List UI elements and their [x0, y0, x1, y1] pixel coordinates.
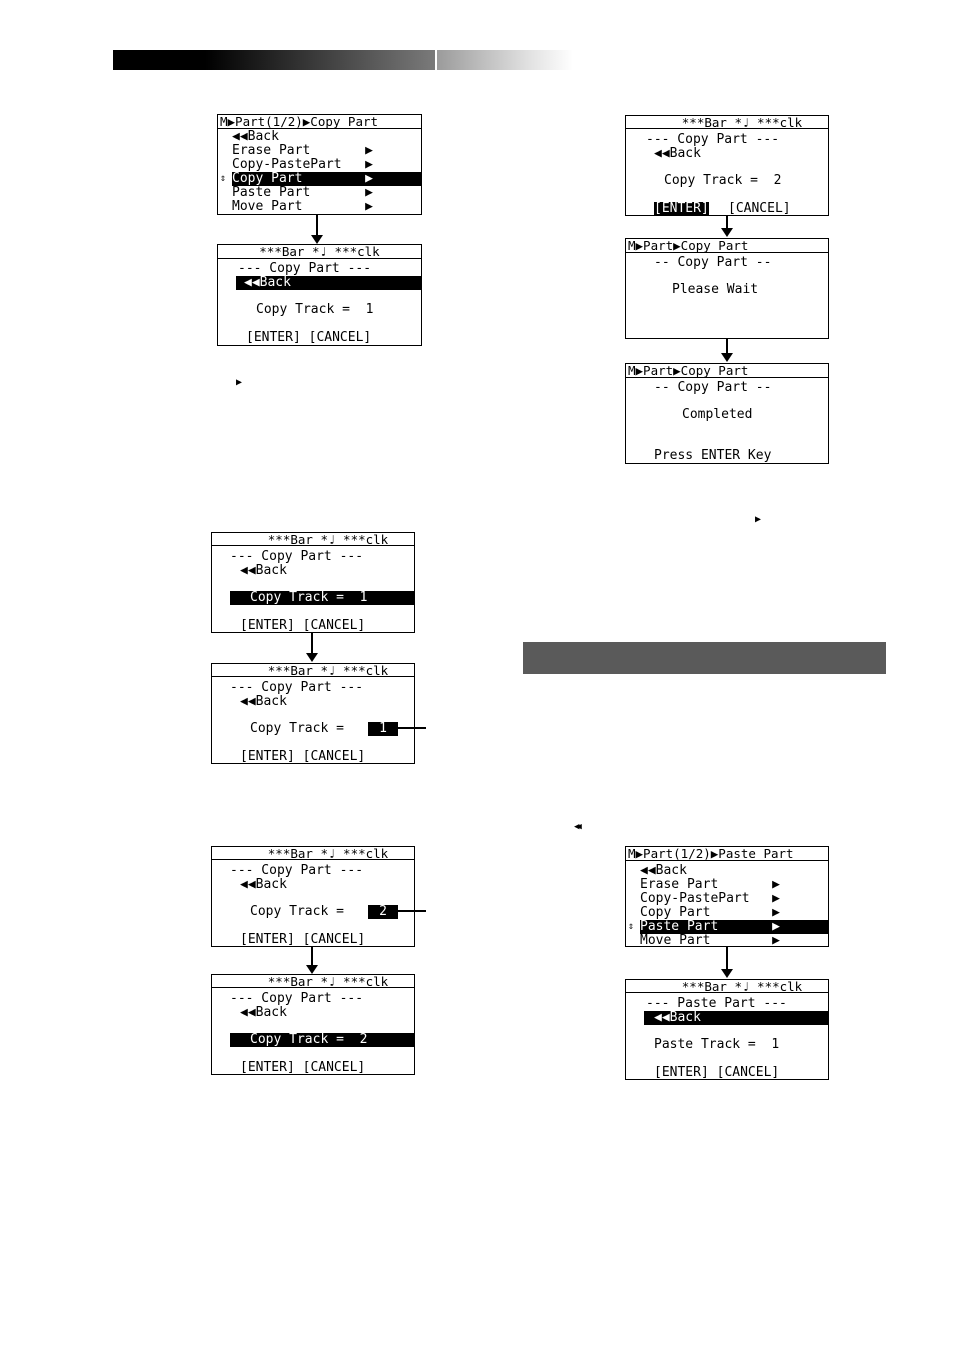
- submenu-arrow-icon: ▶: [365, 185, 373, 200]
- menu-item-copy-part: Copy Part ▶: [640, 905, 780, 920]
- lcd-header: ***Bar *♩ ***clk: [218, 245, 421, 259]
- menu-item-copy-paste-part: Copy-PastePart ▶: [640, 891, 780, 906]
- submenu-arrow-icon: ▶: [365, 171, 373, 186]
- section-heading-bar: [523, 642, 886, 674]
- flow-arrow: [311, 633, 313, 655]
- lcd-footer: [ENTER] [CANCEL]: [240, 618, 366, 633]
- lcd-track-value: 2: [368, 905, 398, 919]
- lcd-footer: [ENTER] [CANCEL]: [240, 749, 366, 764]
- lcd-header: ***Bar *♩ ***clk: [626, 116, 828, 129]
- menu-item-move-part: Move Part ▶: [640, 933, 780, 947]
- callout-line: [398, 727, 426, 729]
- lcd-copy-track-set-2: [211, 974, 415, 1075]
- lcd-track-line: Copy Track = 2: [664, 173, 782, 188]
- lcd-title: --- Paste Part ---: [646, 996, 787, 1011]
- lcd-header: ***Bar *♩ ***clk: [212, 975, 414, 988]
- lcd-track-value: 1: [368, 722, 398, 736]
- lcd-copy-track-editing-1: [211, 663, 415, 764]
- submenu-arrow-icon: ▶: [365, 143, 373, 158]
- lcd-header: ***Bar *♩ ***clk: [212, 664, 414, 677]
- right-triangle-icon: ▶: [755, 514, 762, 525]
- submenu-arrow-icon: ▶: [772, 891, 780, 906]
- lcd-paste-part-back-selected: [625, 979, 829, 1080]
- lcd-title: --- Copy Part ---: [230, 680, 364, 695]
- lcd-title: --- Copy Part ---: [230, 863, 364, 878]
- lcd-track-line: Copy Track = 1: [230, 591, 414, 605]
- lcd-title: -- Copy Part --: [654, 255, 772, 270]
- lcd-header: ***Bar *♩ ***clk: [626, 980, 828, 993]
- menu-item-back: ◀◀Back: [232, 129, 279, 144]
- lcd-part-menu-paste: [625, 846, 829, 947]
- flow-arrow: [316, 215, 318, 237]
- lcd-footer: [ENTER] [CANCEL]: [240, 932, 366, 947]
- lcd-header: M▶Part(1/2)▶Paste Part: [626, 847, 828, 861]
- lcd-title: -- Copy Part --: [654, 380, 772, 395]
- lcd-back-item: ◀◀Back: [240, 694, 287, 709]
- lcd-header: M▶Part(1/2)▶Copy Part: [218, 115, 421, 129]
- menu-item-erase-part: Erase Part ▶: [232, 143, 373, 158]
- lcd-back-item: ◀◀Back: [240, 563, 287, 578]
- lcd-footer: [ENTER] [CANCEL]: [246, 330, 372, 345]
- submenu-arrow-icon: ▶: [365, 199, 373, 214]
- flow-arrow: [726, 339, 728, 355]
- submenu-arrow-icon: ▶: [772, 933, 780, 947]
- lcd-header: M▶Part▶Copy Part: [626, 239, 828, 253]
- submenu-arrow-icon: ▶: [365, 157, 373, 172]
- menu-item-paste-part: Paste Part ▶: [640, 920, 828, 934]
- lcd-footer: [ENTER] [CANCEL]: [654, 1065, 780, 1080]
- lcd-track-line: Copy Track = 2: [230, 1033, 414, 1047]
- lcd-completed: [625, 363, 829, 464]
- lcd-message: Please Wait: [672, 282, 759, 297]
- lcd-footer: Press ENTER Key: [654, 448, 772, 463]
- header-gradient-bar: [113, 50, 573, 70]
- right-triangle-icon: ▶: [236, 377, 243, 388]
- up-down-icon: ⇕: [628, 921, 635, 932]
- lcd-footer-enter: [ENTER]: [654, 201, 709, 216]
- lcd-copy-track-highlighted: [211, 532, 415, 633]
- lcd-track-label: Copy Track =: [250, 904, 344, 919]
- menu-item-paste-part: Paste Part ▶: [232, 185, 373, 200]
- submenu-arrow-icon: ▶: [772, 905, 780, 920]
- flow-arrow: [726, 216, 728, 230]
- menu-item-back: ◀◀Back: [640, 863, 687, 878]
- lcd-title: --- Copy Part ---: [230, 549, 364, 564]
- lcd-header: ***Bar *♩ ***clk: [212, 847, 414, 860]
- lcd-back-item: ◀◀Back: [240, 1005, 287, 1020]
- menu-item-erase-part: Erase Part ▶: [640, 877, 780, 892]
- lcd-copy-part-back-selected: [217, 244, 422, 346]
- submenu-arrow-icon: ▶: [772, 877, 780, 892]
- lcd-track-label: Copy Track =: [250, 721, 344, 736]
- lcd-back-item: ◀◀Back: [240, 877, 287, 892]
- menu-item-copy-paste-part: Copy-PastePart ▶: [232, 157, 373, 172]
- lcd-please-wait: [625, 238, 829, 339]
- lcd-footer: [ENTER] [CANCEL]: [240, 1060, 366, 1075]
- lcd-header: M▶Part▶Copy Part: [626, 364, 828, 378]
- lcd-back-item: ◀◀Back: [654, 146, 701, 161]
- menu-item-copy-part: Copy Part ▶: [232, 172, 421, 186]
- lcd-back-item: ◀◀Back: [644, 1011, 828, 1025]
- rewind-icon: ◀◀: [574, 822, 579, 832]
- callout-line: [398, 910, 426, 912]
- lcd-footer-cancel: [CANCEL]: [728, 201, 791, 216]
- lcd-title: --- Copy Part ---: [230, 991, 364, 1006]
- lcd-copy-track-editing-2: [211, 846, 415, 947]
- submenu-arrow-icon: ▶: [772, 919, 780, 934]
- lcd-message: Completed: [682, 407, 753, 422]
- menu-item-move-part: Move Part ▶: [232, 199, 373, 214]
- lcd-track-line: Paste Track = 1: [654, 1037, 780, 1052]
- lcd-back-item: ◀◀Back: [236, 276, 421, 290]
- lcd-part-menu-copy: [217, 114, 422, 215]
- lcd-copy-part-enter-highlighted: [625, 115, 829, 216]
- lcd-track-line: Copy Track = 1: [256, 302, 374, 317]
- flow-arrow: [726, 947, 728, 971]
- up-down-icon: ⇕: [220, 173, 227, 184]
- lcd-title: --- Copy Part ---: [238, 261, 372, 276]
- flow-arrow: [311, 947, 313, 967]
- lcd-title: --- Copy Part ---: [646, 132, 780, 147]
- lcd-header: ***Bar *♩ ***clk: [212, 533, 414, 546]
